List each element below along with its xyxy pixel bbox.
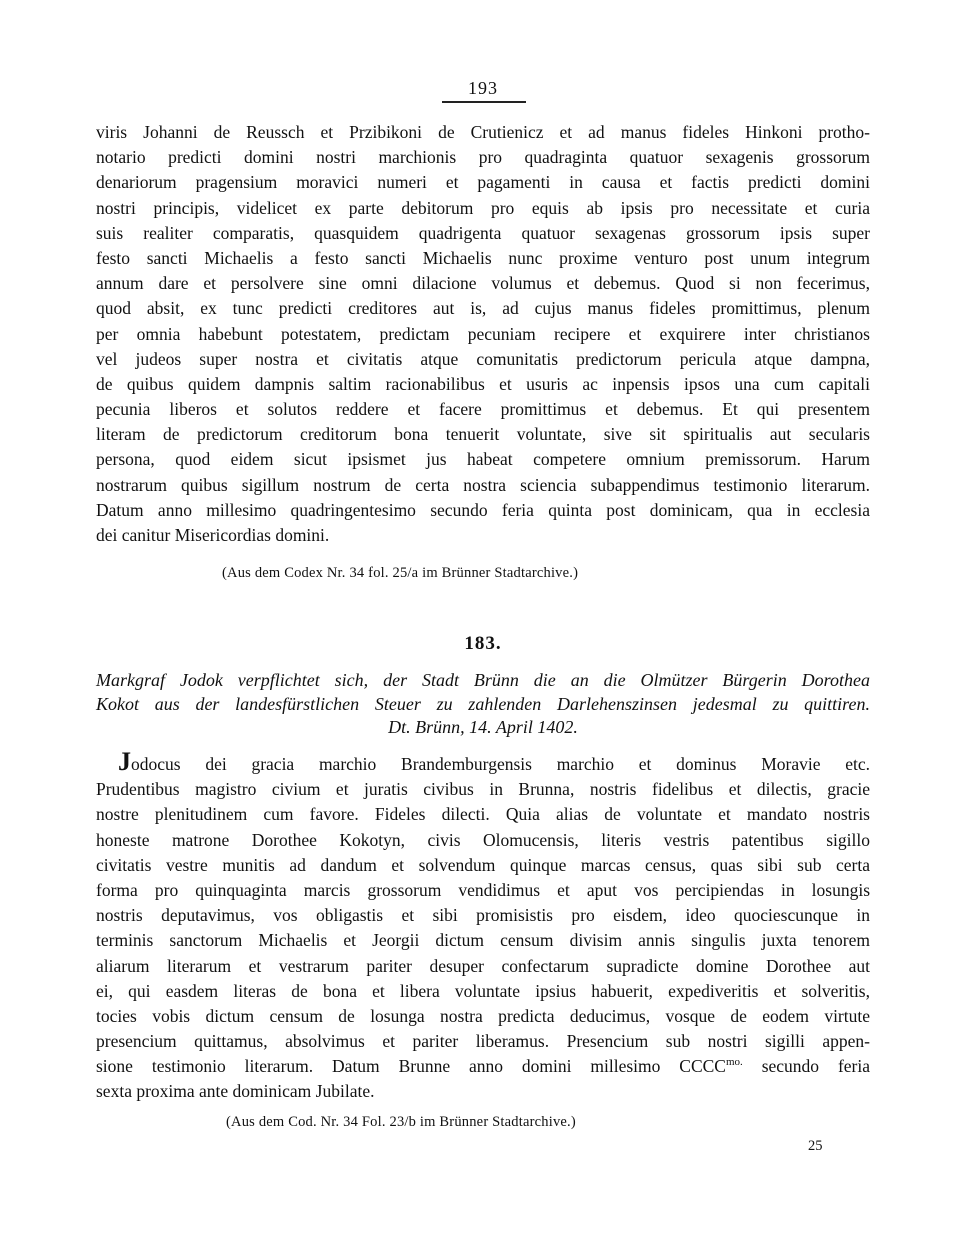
text-line: suis realiter comparatis, quasquidem quadrigenta quatuor sexagenas grossorum ipsis super bbox=[96, 222, 870, 243]
text-line: aliarum literarum et vestrarum pariter desuper confectarum supradicte domine Dorothee aut bbox=[96, 955, 870, 976]
document-number: 183. bbox=[464, 633, 502, 654]
text-line: honeste matrone Dorothee Kokotyn, civis Olomucensis, literis vestris patentibus sigillo bbox=[96, 829, 870, 850]
last-line: sexta proxima ante dominicam Jubilate. bbox=[96, 1081, 375, 1102]
text-line: de quibus quidem dampnis saltim racionabilibus et usuris ac inpensis ipsos una cum capitali bbox=[96, 373, 870, 394]
text-line: ei, qui easdem literas de bona et libera voluntate ipsius habuerit, expediveritis et solveritis, bbox=[96, 980, 870, 1001]
year-line bbox=[96, 1054, 870, 1079]
continuation-source: (Aus dem Codex Nr. 34 fol. 25/a im Brünner Stadtarchive.) bbox=[222, 565, 579, 581]
text-line: nostre plenitudinem cum favore. Fideles dilecti. Quia alias de voluntate et mandato nostris bbox=[96, 804, 870, 825]
drop-initial: J bbox=[118, 747, 131, 776]
page-number: 193 bbox=[468, 78, 498, 98]
text-line: Datum anno millesimo quadringentesimo secundo feria quinta post dominicam, qua in ecclesia bbox=[96, 499, 870, 520]
heading-date-line: Dt. Brünn, 14. April 1402. bbox=[388, 717, 578, 737]
text-line: Prudentibus magistro civium et juratis civibus in Brunna, nostris fidelibus et dilectis, gracie bbox=[96, 779, 870, 800]
text-line: literam de predictorum creditorum bona tenuerit voluntate, sive sit spiritualis aut secularis bbox=[96, 424, 870, 445]
text-line: persona, quod eidem sicut ipsismet jus habeat competere omnium premissorum. Harum bbox=[96, 449, 870, 470]
heading-line: Kokot aus der landesfürstlichen Steuer zu zahlenden Darlehenszinsen jedesmal zu quittiren. bbox=[96, 693, 870, 714]
year-sup: mo. bbox=[725, 1056, 743, 1069]
signature-mark: 25 bbox=[808, 1138, 823, 1154]
text-line: notario predicti domini nostri marchionis pro quadraginta quatuor sexagenis grossorum bbox=[96, 147, 870, 168]
text-line: quod absit, ex tunc predicti creditores aut is, ad cujus manus fideles promittimus, plenum bbox=[96, 298, 870, 319]
document-heading bbox=[96, 669, 870, 740]
page-number-rule bbox=[442, 101, 526, 103]
first-line bbox=[96, 747, 870, 777]
text-line: presencium quittamus, absolvimus et pariter liberamus. Presencium sub nostri sigilli appen- bbox=[96, 1031, 870, 1052]
text-line: viris Johanni de Reussch et Przibikoni de Crutienicz et ad manus fideles Hinkoni protho- bbox=[96, 122, 870, 142]
document-source: (Aus dem Cod. Nr. 34 Fol. 23/b im Brünner Stadtarchive.) bbox=[226, 1114, 576, 1130]
text-line: tocies vobis dictum censum de losunga nostra predicta deducimus, vosque de eodem virtute bbox=[96, 1005, 870, 1026]
text-line: vel judeos super nostra et civitatis atque comunitatis predictorum pericula atque dampna, bbox=[96, 348, 870, 369]
text-line: annum dare et persolvere sine omni dilacione volumus et debemus. Quod si non fecerimus, bbox=[96, 273, 870, 294]
text-line: dei canitur Misericordias domini. bbox=[96, 525, 330, 545]
text-line: denariorum pragensium moravici numeri et pagamenti in causa et factis predicti domini bbox=[96, 172, 870, 193]
text-line: civitatis vestre munitis ad dandum et solvendum quinque marcas census, quas sibi sub certa bbox=[96, 854, 870, 875]
first-line-text: odocus dei gracia marchio Brandemburgensis marchio et dominus Moravie etc. bbox=[131, 754, 870, 774]
text-line: nostrarum quibus sigillum nostrum de certa nostra sciencia subappendimus testimonio literarum. bbox=[96, 474, 870, 495]
text-line: terminis sanctorum Michaelis et Jeorgii dictum censum divisim annis singulis juxta tenorem bbox=[96, 930, 870, 951]
text-line: nostri principis, videlicet ex parte debitorum pro equis ab ipsis pro necessitate et curia bbox=[96, 197, 870, 218]
text-line: forma pro quinquaginta marcis grossorum vendidimus et aput vos percipiendas in losungis bbox=[96, 879, 870, 900]
text-line: pecunia liberos et solutos reddere et facere promittimus et debemus. Et qui presentem bbox=[96, 399, 870, 420]
text-line: nostris deputavimus, vos obligastis et sibi promisistis pro eisdem, ideo quociescunque in bbox=[96, 905, 870, 926]
document-text bbox=[96, 747, 870, 1105]
year-line-after: secundo feria bbox=[742, 1056, 870, 1077]
document-lines bbox=[96, 777, 870, 1054]
year-line-before: sione testimonio literarum. Datum Brunne anno domini millesimo CCCC bbox=[96, 1056, 726, 1077]
text-line: festo sancti Michaelis a festo sancti Michaelis nunc proxime venturo post unum integrum bbox=[96, 247, 870, 268]
text-line: per omnia habebunt potestatem, predictam pecuniam recipere et exquirere inter christianos bbox=[96, 323, 870, 344]
heading-line: Markgraf Jodok verpflichtet sich, der Stadt Brünn die an die Olmützer Bürgerin Dorothea bbox=[96, 670, 870, 690]
continuation-text bbox=[96, 120, 870, 548]
